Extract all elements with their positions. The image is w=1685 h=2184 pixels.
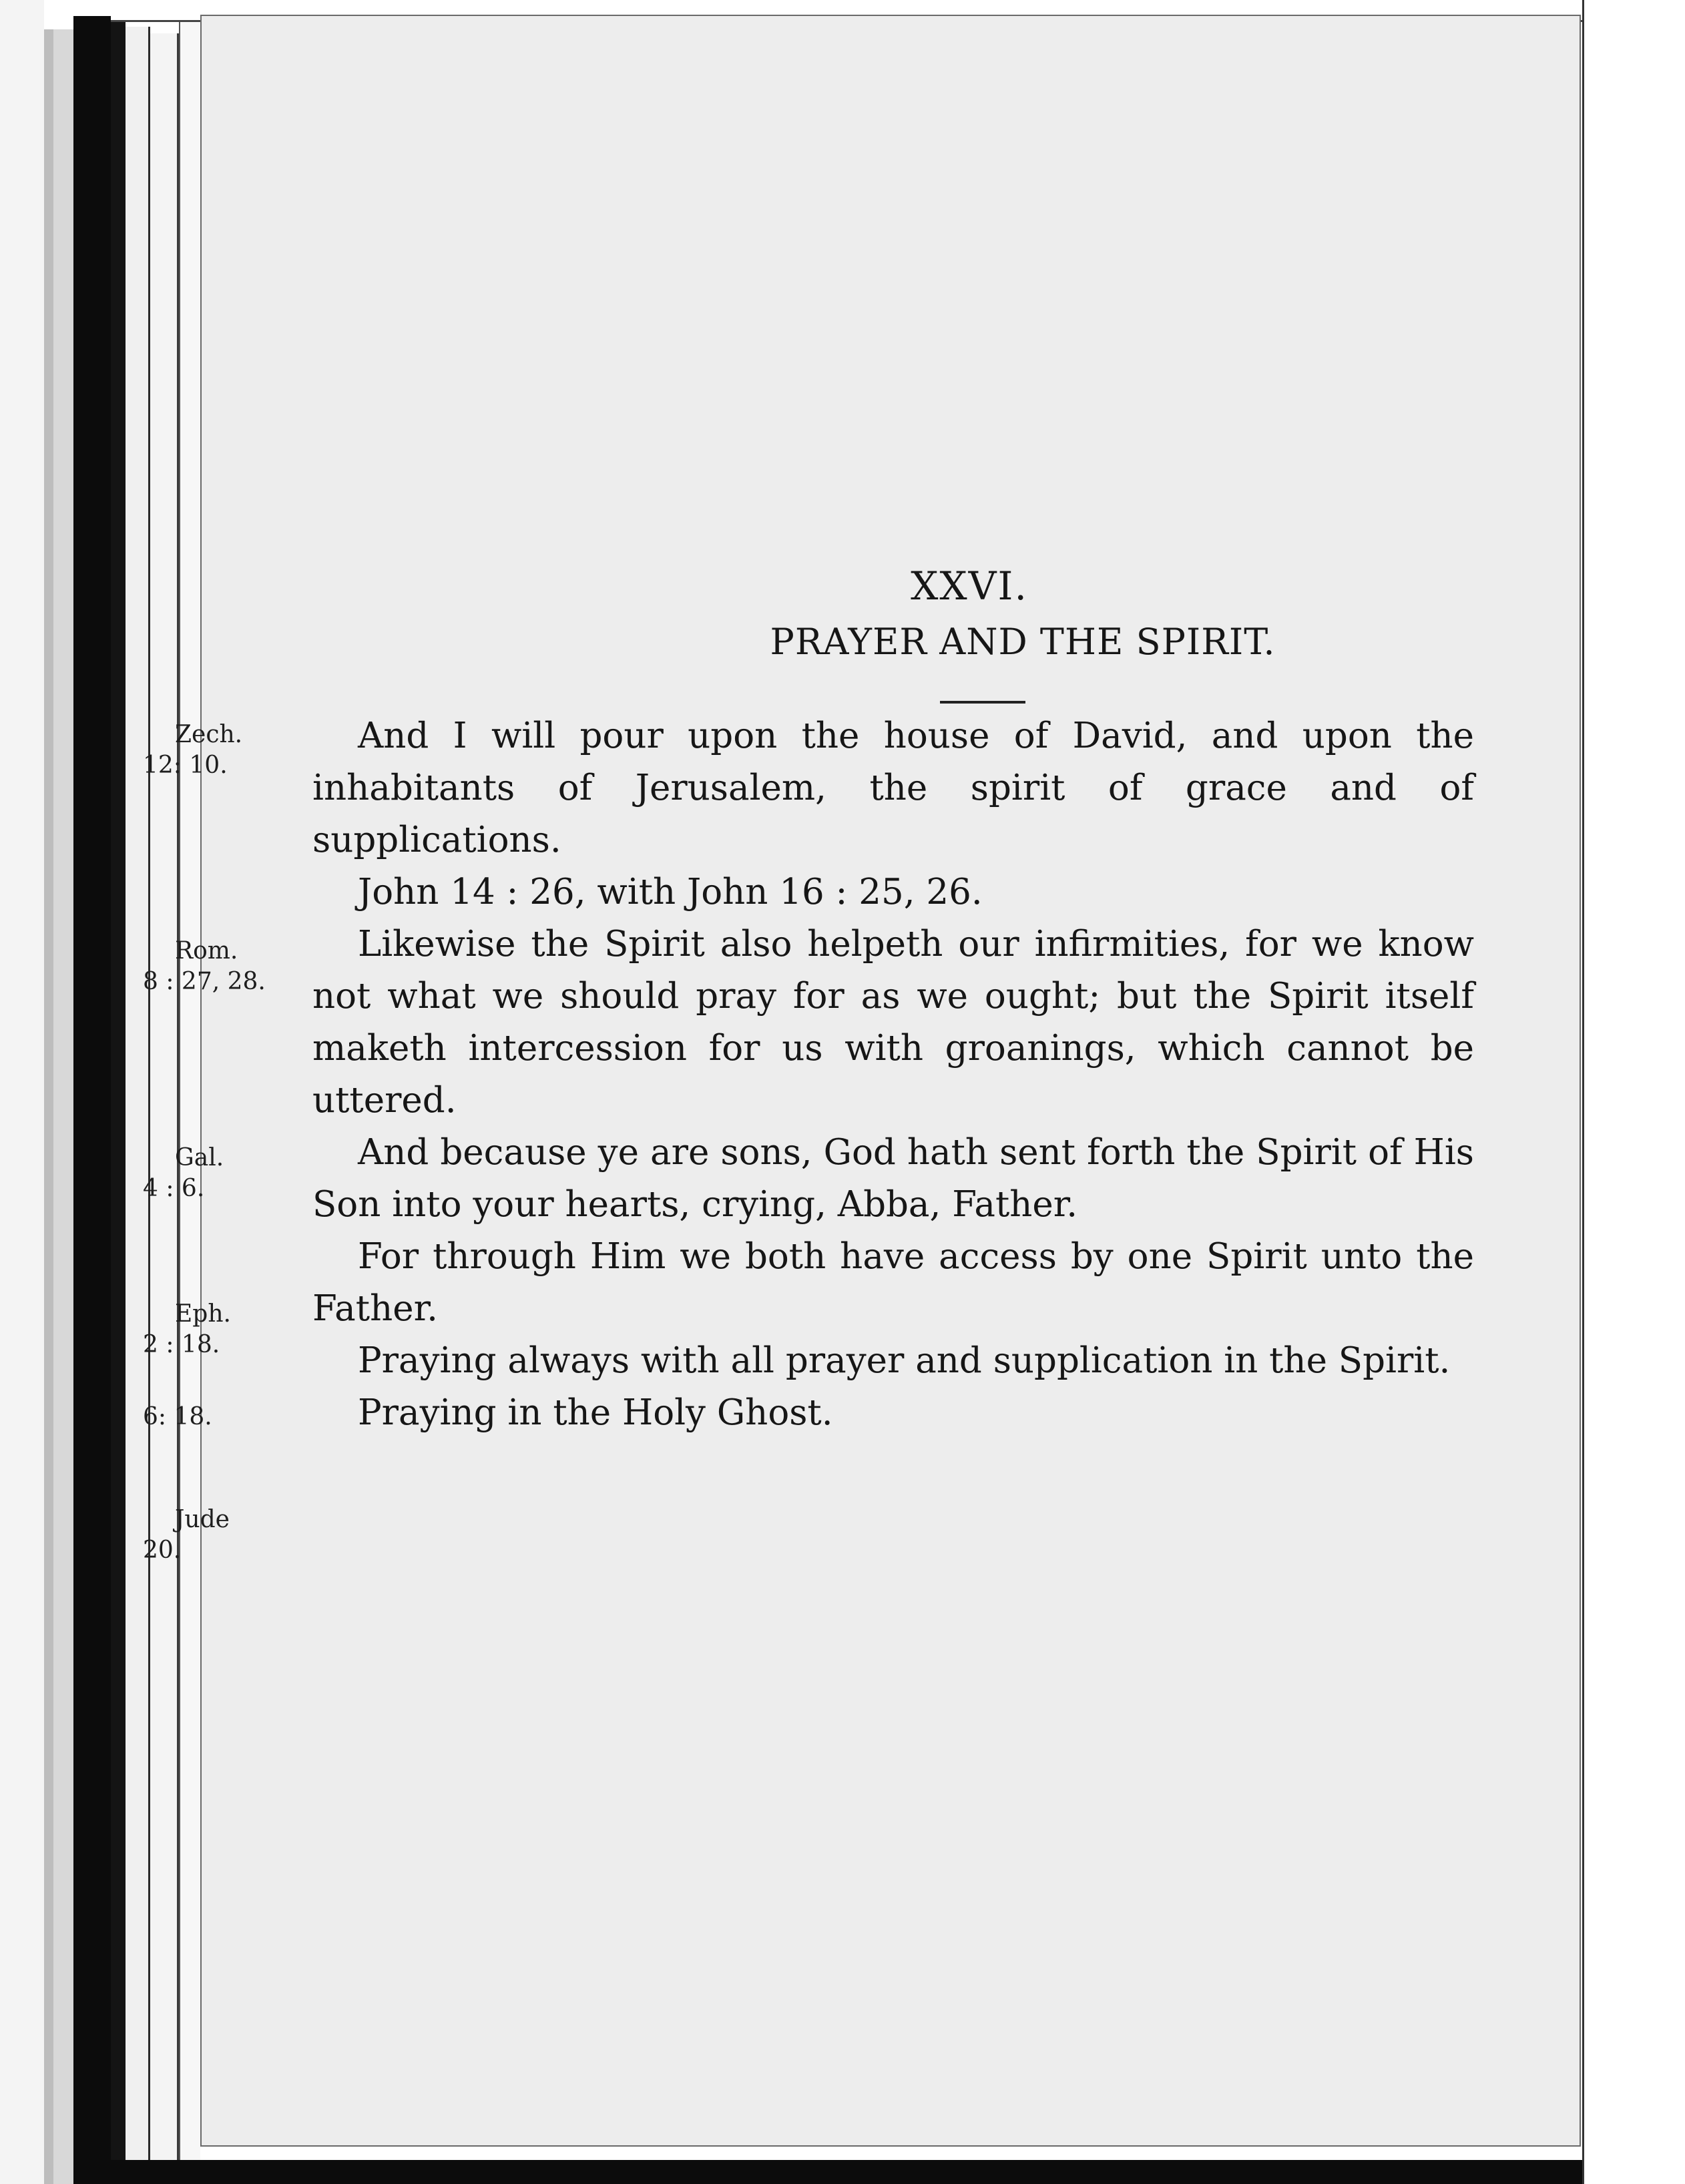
margin-book: Gal. [175,1144,224,1171]
scan-margin [0,0,44,2184]
margin-reference [143,1143,224,1204]
cross-reference-line: John 14 : 26, with John 16 : 25, 26. [358,872,983,912]
margin-verse: 2 : 18. [143,1331,220,1358]
chapter-body [312,710,1474,1439]
margin-book: Zech. [175,721,243,748]
book-cover-edge [111,21,126,2184]
page-edge [150,33,179,2173]
page-edge [126,27,150,2177]
scripture-paragraph: Praying in the Holy Ghost. [358,1392,833,1433]
margin-book: Jude [175,1506,230,1533]
chapter-title: PRAYER AND THE SPIRIT. [770,621,1276,663]
scripture-paragraph: And I will pour upon the house of David, and upon the inhabitants of Jerusalem, the spirit of grace and of supplications. [312,716,1474,860]
book-cover-edge [73,16,111,2184]
title-divider [940,701,1025,704]
page-edge [179,20,200,2177]
margin-verse: 20. [143,1537,182,1564]
scripture-paragraph: For through Him we both have access by one Spirit unto the Father. [312,1236,1474,1329]
margin-verse: 12: 10. [143,752,228,779]
margin-verse: 8 : 27, 28. [143,968,266,995]
margin-book: Rom. [175,937,238,965]
margin-reference [143,1299,231,1360]
margin-reference [143,1402,212,1432]
scan-right-margin [1582,0,1685,2184]
margin-book: Eph. [175,1300,231,1328]
scripture-paragraph: Likewise the Spirit also helpeth our infirmities, for we know not what we should pray for as we ought; but the Spirit itself maketh intercession for us with groanings, which cannot be uttered. [312,924,1474,1121]
margin-reference [143,720,242,781]
page-edge [44,29,53,2184]
chapter-number: XXVI. [911,563,1028,609]
page-edge [53,29,73,2184]
scan-bottom-border [111,2160,1685,2184]
margin-verse: 6: 18. [143,1403,212,1430]
margin-reference [143,936,266,997]
scripture-paragraph: Praying always with all prayer and supplication in the Spirit. [358,1340,1451,1381]
scripture-paragraph: And because ye are sons, God hath sent forth the Spirit of His Son into your hearts, crying, Abba, Father. [312,1132,1474,1225]
margin-verse: 4 : 6. [143,1175,205,1202]
margin-reference [143,1505,230,1566]
